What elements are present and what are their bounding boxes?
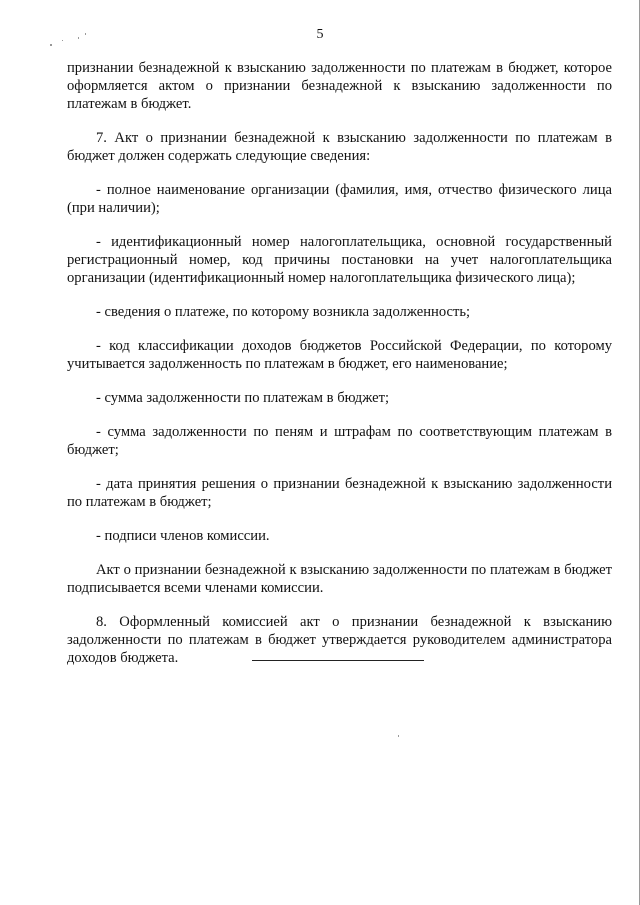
end-divider-line bbox=[252, 660, 424, 661]
scan-speck bbox=[398, 735, 399, 737]
list-item-revenue-code: - код классификации доходов бюджетов Российской Федерации, по которому учитывается задолженность по платежам в бюджет, его наименование; bbox=[67, 338, 612, 372]
list-item-decision-date: - дата принятия решения о признании безнадежной к взысканию задолженности по платежам в бюджет; bbox=[67, 476, 612, 510]
paragraph-continuation: признании безнадежной к взысканию задолженности по платежам в бюджет, которое оформляется актом о признании безнадежной к взысканию задолженности по платежам в бюджет. bbox=[67, 60, 612, 112]
scan-speck bbox=[50, 44, 52, 46]
paragraph-item-7: 7. Акт о признании безнадежной к взысканию задолженности по платежам в бюджет должен содержать следующие сведения: bbox=[67, 130, 612, 164]
list-item-org-name: - полное наименование организации (фамилия, имя, отчество физического лица (при наличии); bbox=[67, 182, 612, 216]
paragraph-item-8: 8. Оформленный комиссией акт о признании безнадежной к взысканию задолженности по платежам в бюджет утверждается руководителем администратора доходов бюджета. bbox=[67, 614, 612, 666]
page-number: 5 bbox=[316, 27, 324, 42]
list-item-debt-amount: - сумма задолженности по платежам в бюджет; bbox=[96, 390, 390, 406]
list-item-payment-info: - сведения о платеже, по которому возникла задолженность; bbox=[96, 304, 471, 320]
paragraph-act-signing: Акт о признании безнадежной к взысканию задолженности по платежам в бюджет подписывается всеми членами комиссии. bbox=[67, 562, 612, 596]
document-body bbox=[67, 59, 612, 683]
list-item-penalty-amount: - сумма задолженности по пеням и штрафам по соответствующим платежам в бюджет; bbox=[67, 424, 612, 458]
list-item-tax-id: - идентификационный номер налогоплательщика, основной государственный регистрационный номер, код причины постановки на учет налогоплательщика организации (идентификационный номер налогоплательщика физического лица); bbox=[67, 234, 612, 286]
list-item-signatures: - подписи членов комиссии. bbox=[96, 528, 270, 544]
